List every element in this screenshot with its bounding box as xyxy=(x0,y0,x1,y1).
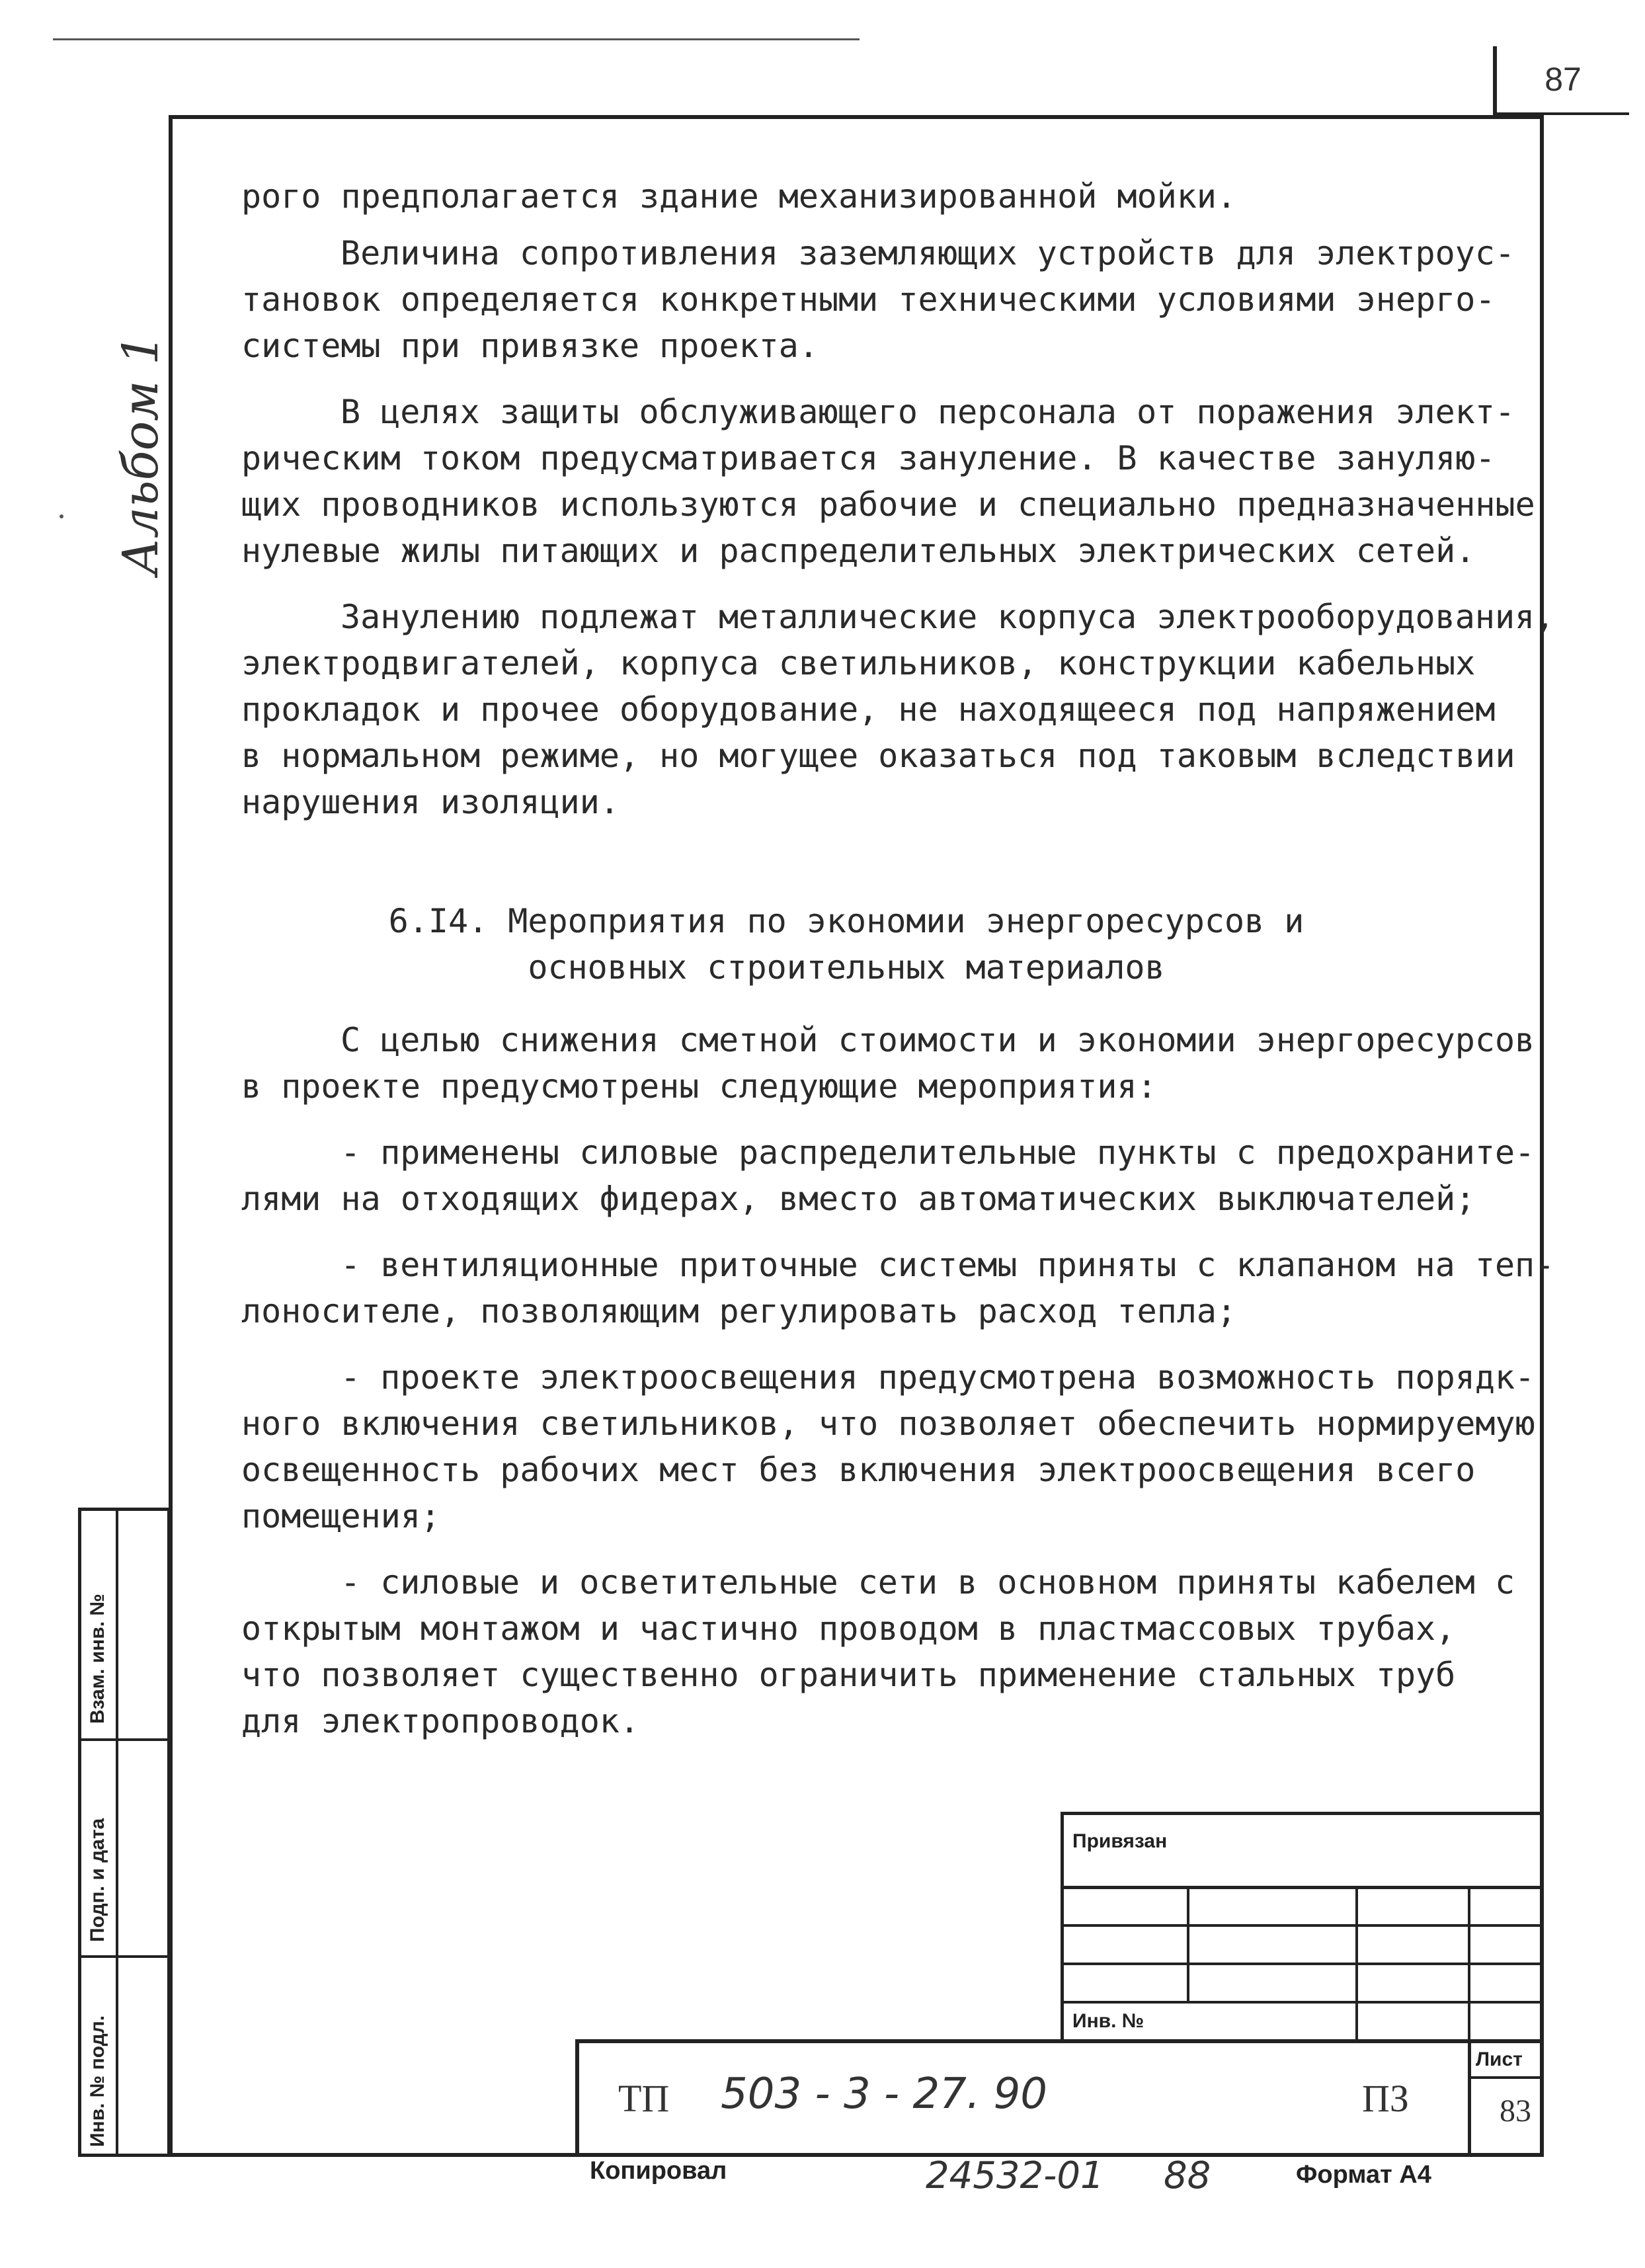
privyazan-label: Привязан xyxy=(1072,1830,1168,1852)
doc-number: 503 - 3 - 27. 90 xyxy=(721,2070,1047,2119)
text-line: ного включения светильников, что позволяет обеспечить нормируемую xyxy=(241,1404,1535,1443)
paragraph-8 xyxy=(241,1354,1535,1539)
body-text xyxy=(241,173,1555,1744)
side-label-podp-data: Подп. и дата xyxy=(87,1818,108,1942)
heading-line: основных строительных материалов xyxy=(528,948,1165,987)
doc-prefix: ТП xyxy=(618,2077,670,2120)
heading-line: 6.I4. Мероприятия по экономии энергоресурсов и xyxy=(388,902,1304,940)
text-line: - силовые и осветительные сети в основном приняты кабелем с xyxy=(341,1563,1515,1601)
side-stamp-strip xyxy=(78,1508,171,2157)
text-line: открытым монтажом и частично проводом в пластмассовых трубах, xyxy=(241,1609,1456,1648)
text-line: нулевые жилы питающих и распределительных электрических сетей. xyxy=(241,532,1476,570)
text-line: в проекте предусмотрены следующие мероприятия: xyxy=(241,1067,1157,1106)
side-label-inv-podl: Инв. № подл. xyxy=(87,2015,108,2147)
text-line: лями на отходящих фидерах, вместо автоматических выключателей; xyxy=(241,1180,1476,1218)
list-label: Лист xyxy=(1476,2048,1523,2070)
paragraph-3 xyxy=(241,389,1535,574)
paragraph-6 xyxy=(241,1129,1535,1222)
text-line: прокладок и прочее оборудование, не находящееся под напряжением xyxy=(241,690,1496,729)
page-number: 87 xyxy=(1493,46,1629,115)
text-line: лоносителе, позволяющим регулировать расход тепла; xyxy=(241,1292,1237,1330)
text-line: электродвигателей, корпуса светильников, конструкции кабельных xyxy=(241,644,1476,682)
top-rule xyxy=(53,38,860,40)
inv-no-label: Инв. № xyxy=(1072,2010,1144,2032)
text-line: что позволяет существенно ограничить применение стальных труб xyxy=(241,1656,1456,1694)
text-line: для электропроводок. xyxy=(241,1702,640,1740)
kopiroval-label: Копировал xyxy=(590,2157,727,2185)
text-line: Занулению подлежат металлические корпуса электрооборудования, xyxy=(341,598,1555,636)
text-line: освещенность рабочих мест без включения электроосвещения всего xyxy=(241,1451,1476,1489)
text-line: - вентиляционные приточные системы приняты с клапаном на теп- xyxy=(341,1246,1555,1284)
text-line: в нормальном режиме, но могущее оказаться под таковым вследствии xyxy=(241,737,1515,775)
side-label-zam-inv: Взам. инв. № xyxy=(87,1594,108,1724)
text-line: - проекте электроосвещения предусмотрена возможность порядк- xyxy=(341,1358,1535,1397)
section-heading xyxy=(162,898,1531,991)
text-line: нарушения изоляции. xyxy=(241,783,620,821)
order-number: 24532-01 xyxy=(926,2154,1104,2197)
text-line: системы при привязке проекта. xyxy=(241,327,819,365)
side-strip-line-2 xyxy=(81,1955,167,1958)
paragraph-1 xyxy=(241,173,1531,220)
order-suffix: 88 xyxy=(1164,2154,1211,2197)
album-note: Альбом 1 xyxy=(112,333,169,575)
list-number: 83 xyxy=(1500,2093,1531,2128)
text-line: Величина сопротивления заземляющих устройств для электроус- xyxy=(341,234,1515,272)
paragraph-5 xyxy=(241,1017,1535,1110)
text-line: рическим током предусматривается зануление. В качестве зануляю- xyxy=(241,439,1496,477)
paragraph-2 xyxy=(241,230,1531,369)
text-line: С целью снижения сметной стоимости и экономии энергоресурсов xyxy=(341,1021,1535,1059)
text-line: - применены силовые распределительные пункты с предохраните- xyxy=(341,1133,1535,1172)
paragraph-4 xyxy=(241,594,1555,825)
side-strip-line-1 xyxy=(81,1738,167,1741)
text-line: рого предполагается здание механизированной мойки. xyxy=(241,177,1237,216)
side-strip-divider xyxy=(116,1511,118,2154)
text-line: щих проводников используются рабочие и специально предназначенные xyxy=(241,485,1535,524)
format-label: Формат А4 xyxy=(1296,2161,1431,2189)
text-line: помещения; xyxy=(241,1497,441,1535)
paragraph-7 xyxy=(241,1242,1555,1334)
doc-type: ПЗ xyxy=(1362,2077,1409,2120)
margin-dot xyxy=(60,514,63,518)
paragraph-9 xyxy=(241,1559,1531,1744)
text-line: тановок определяется конкретными техническими условиями энерго- xyxy=(241,280,1496,319)
text-line: В целях защиты обслуживающего персонала от поражения элект- xyxy=(341,393,1515,431)
